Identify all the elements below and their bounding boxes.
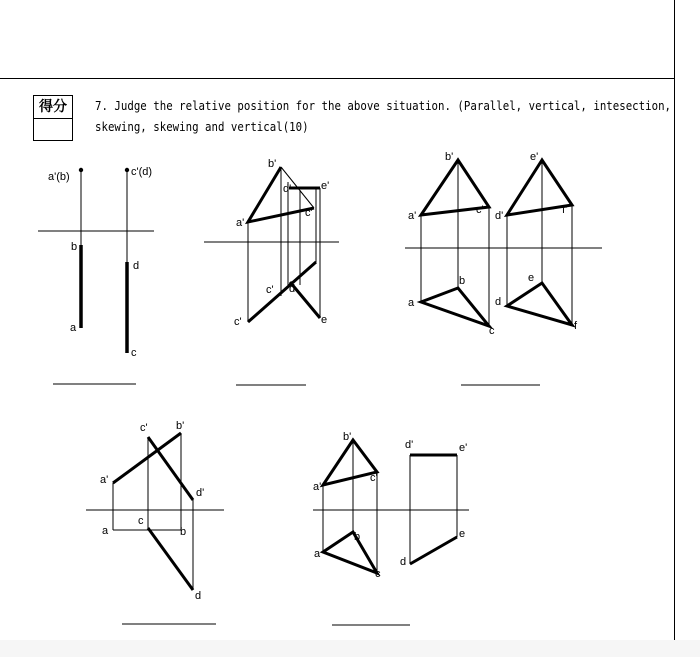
fig2-label-d: d — [289, 283, 296, 295]
fig6-triangle-abc-front — [323, 440, 377, 485]
fig1-label-a: a — [70, 322, 77, 334]
fig1-label-a-prime-b: a'(b) — [48, 171, 70, 183]
fig5-label-d-prime: d' — [196, 487, 205, 499]
fig6-label-a: a — [314, 548, 321, 560]
fig2-label-c-prime-top: c' — [305, 207, 313, 219]
fig6-label-c-prime: c' — [370, 472, 378, 484]
fig6-label-c: c — [375, 568, 381, 580]
fig3-label-a: a — [408, 297, 415, 309]
fig4-label-f-prime: f' — [562, 204, 568, 216]
fig4-label-d-prime: d' — [495, 210, 504, 222]
fig6-label-b: b — [354, 531, 361, 543]
fig5-label-a: a — [102, 525, 109, 537]
right-rule — [674, 0, 675, 640]
fig5-line-cd-top — [148, 528, 193, 590]
fig3-label-c: c — [489, 325, 495, 337]
figure-1-points-and-lines — [38, 166, 154, 384]
fig1-point-a-prime — [79, 168, 83, 172]
fig4-label-e: e — [528, 272, 535, 284]
fig4-label-d: d — [495, 296, 502, 308]
fig4-label-f: f — [574, 320, 578, 332]
fig6-label-a-prime: a' — [313, 481, 322, 493]
figure-6-triangle-and-line — [313, 431, 469, 625]
question-line-1: 7. Judge the relative position for the above situation. (Parallel, vertical, intesection, — [95, 98, 672, 113]
fig5-label-c-prime: c' — [140, 422, 148, 434]
fig1-point-c-prime — [125, 168, 129, 172]
fig6-label-b-prime: b' — [343, 431, 352, 443]
fig2-label-a-prime: a' — [236, 217, 245, 229]
fig2-label-b-prime: b' — [268, 158, 277, 170]
score-label: 得分 — [34, 96, 72, 119]
fig7-label-e-prime: e' — [459, 442, 468, 454]
fig7-label-e: e — [459, 528, 466, 540]
fig5-label-d: d — [195, 590, 202, 602]
fig7-label-d-prime: d' — [405, 439, 414, 451]
fig4-triangle-def-top — [507, 283, 572, 325]
fig3-label-b-prime: b' — [445, 151, 454, 163]
fig7-line-de-top — [410, 537, 457, 564]
fig5-line-cd-front — [148, 437, 193, 500]
fig7-label-d: d — [400, 556, 407, 568]
fig5-label-c: c — [138, 515, 144, 527]
fig2-label-e: e — [321, 314, 328, 326]
figure-3-two-triangles — [405, 151, 602, 385]
fig4-label-e-prime: e' — [530, 151, 539, 163]
fig3-label-c-prime: c' — [476, 204, 484, 216]
fig3-triangle-abc-top — [421, 288, 489, 326]
fig6-triangle-abc-top — [323, 532, 377, 573]
fig2-triangle-top — [248, 262, 316, 322]
figure-5-two-lines — [86, 420, 224, 624]
fig2-label-d-prime: d' — [283, 183, 292, 195]
fig5-label-b: b — [180, 526, 187, 538]
fig5-label-b-prime: b' — [176, 420, 185, 432]
bottom-band — [0, 640, 700, 657]
fig2-label-c-prime-low: c' — [234, 316, 242, 328]
fig1-label-c: c — [131, 347, 137, 359]
figure-2-triangle-and-line — [204, 158, 339, 385]
fig2-label-c-prime-bottom: c' — [266, 284, 274, 296]
fig5-line-ab-front — [113, 433, 181, 483]
fig1-label-d: d — [133, 260, 140, 272]
fig3-label-b: b — [459, 275, 466, 287]
fig5-label-a-prime: a' — [100, 474, 109, 486]
fig1-label-b: b — [71, 241, 78, 253]
question-line-2: skewing, skewing and vertical(10) — [95, 119, 309, 134]
fig3-label-a-prime: a' — [408, 210, 417, 222]
fig1-label-c-prime-d: c'(d) — [131, 166, 153, 178]
fig2-label-e-prime: e' — [321, 180, 330, 192]
